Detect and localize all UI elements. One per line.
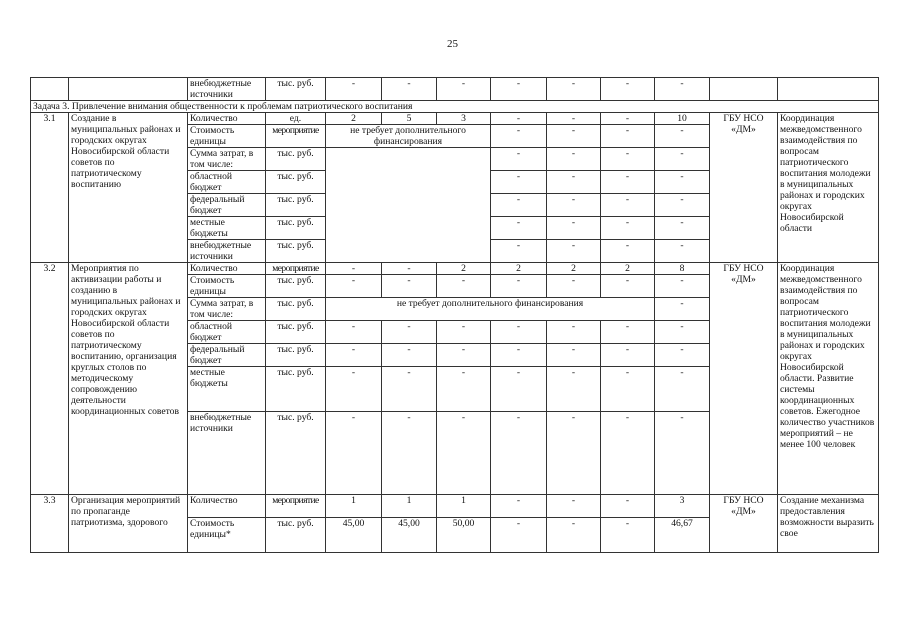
value-cell: -: [547, 344, 601, 367]
value-cell: 2: [601, 263, 655, 275]
table-row: [31, 263, 879, 275]
total-cell: -: [655, 148, 710, 171]
value-cell: -: [382, 321, 437, 344]
section-name: Создание в муниципальных районах и городских округах Новосибирской области советов по патриотическому воспитанию: [69, 113, 188, 263]
row-label: Количество: [188, 495, 266, 518]
unit-cell: тыс. руб.: [266, 275, 326, 298]
value-cell: -: [601, 321, 655, 344]
section-name: Организация мероприятий по пропаганде патриотизма, здорового: [69, 495, 188, 553]
value-cell: -: [437, 275, 491, 298]
row-label: областной бюджет: [188, 171, 266, 194]
row-label: областной бюджет: [188, 321, 266, 344]
value-cell: -: [326, 412, 382, 495]
value-cell: -: [491, 412, 547, 495]
value-cell: -: [491, 125, 547, 148]
value-cell: -: [547, 125, 601, 148]
value-cell: 2: [491, 263, 547, 275]
value-cell: -: [437, 412, 491, 495]
value-cell: -: [326, 263, 382, 275]
value-cell: -: [437, 367, 491, 412]
executor: ГБУ НСО «ДМ»: [710, 263, 778, 495]
value-cell: -: [601, 148, 655, 171]
value-cell: -: [382, 344, 437, 367]
table-row: [31, 113, 879, 125]
value-cell: -: [382, 263, 437, 275]
value-cell: -: [547, 367, 601, 412]
section-number: 3.1: [31, 113, 69, 263]
expected-result: Координация межведомственного взаимодействия по вопросам патриотического воспитания молодежи в муниципальных районах и городских округах Новосибирской области: [778, 113, 879, 263]
task-title: Задача 3. Привлечение внимания общественности к проблемам патриотического воспитания: [31, 101, 879, 113]
unit-cell: ед.: [266, 113, 326, 125]
value-cell: -: [601, 495, 655, 518]
note-cell: не требует дополнительного финансирования: [326, 298, 655, 321]
value-cell: -: [547, 321, 601, 344]
total-cell: -: [655, 217, 710, 240]
unit-cell: тыс. руб.: [266, 367, 326, 412]
total-cell: 10: [655, 113, 710, 125]
value-cell: -: [326, 344, 382, 367]
total-cell: -: [655, 412, 710, 495]
row-label: Стоимость единицы: [188, 275, 266, 298]
expected-result: Координация межведомственного взаимодействия по вопросам патриотического воспитания молодежи в муниципальных районах и городских округах Новосибирской области. Развитие системы координационных советов. Ежегодное количество участников мероприятий – не менее 100 человек: [778, 263, 879, 495]
value-cell: -: [601, 125, 655, 148]
value-cell: -: [491, 367, 547, 412]
value-cell: -: [601, 113, 655, 125]
total-cell: -: [655, 171, 710, 194]
table-row: [31, 78, 879, 101]
page-number: 25: [447, 38, 458, 50]
value-cell: -: [547, 240, 601, 263]
unit-cell: мероприятие: [266, 263, 326, 275]
total-cell: -: [655, 298, 710, 321]
row-label: местные бюджеты: [188, 217, 266, 240]
source-label: внебюджетные источники: [188, 78, 266, 101]
row-label: Количество: [188, 263, 266, 275]
value-cell: -: [491, 194, 547, 217]
unit-cell: тыс. руб.: [266, 344, 326, 367]
value-cell: -: [437, 78, 491, 101]
expected-result: Создание механизма предоставления возможности выразить свое: [778, 495, 879, 553]
value-cell: -: [547, 171, 601, 194]
value-cell: 2: [437, 263, 491, 275]
program-table: [30, 77, 879, 553]
value-cell: 1: [437, 495, 491, 518]
value-cell: -: [491, 78, 547, 101]
row-label: Стоимость единицы*: [188, 518, 266, 553]
value-cell: -: [491, 321, 547, 344]
unit-cell: тыс. руб.: [266, 194, 326, 217]
total-cell: 46,67: [655, 518, 710, 553]
value-cell: 45,00: [382, 518, 437, 553]
value-cell: -: [547, 148, 601, 171]
value-cell: 2: [326, 113, 382, 125]
value-cell: -: [326, 275, 382, 298]
row-label: Стоимость единицы: [188, 125, 266, 148]
total-cell: 3: [655, 495, 710, 518]
value-cell: -: [601, 171, 655, 194]
unit-cell: тыс. руб.: [266, 518, 326, 553]
row-label: федеральный бюджет: [188, 344, 266, 367]
value-cell: 1: [326, 495, 382, 518]
unit-cell: тыс. руб.: [266, 148, 326, 171]
value-cell: -: [547, 412, 601, 495]
total-cell: -: [655, 275, 710, 298]
value-cell: -: [382, 412, 437, 495]
value-cell: -: [382, 275, 437, 298]
value-cell: -: [547, 275, 601, 298]
value-cell: -: [491, 240, 547, 263]
total-cell: -: [655, 125, 710, 148]
value-cell: -: [437, 321, 491, 344]
value-cell: -: [601, 518, 655, 553]
row-label: Количество: [188, 113, 266, 125]
value-cell: -: [491, 344, 547, 367]
executor: ГБУ НСО «ДМ»: [710, 495, 778, 553]
value-cell: -: [437, 344, 491, 367]
value-cell: -: [326, 321, 382, 344]
value-cell: -: [382, 367, 437, 412]
value-cell: -: [601, 412, 655, 495]
row-label: внебюджетные источники: [188, 412, 266, 495]
row-label: Сумма затрат, в том числе:: [188, 148, 266, 171]
row-label: федеральный бюджет: [188, 194, 266, 217]
value-cell: -: [491, 495, 547, 518]
unit-cell: тыс. руб.: [266, 240, 326, 263]
value-cell: -: [601, 194, 655, 217]
value-cell: 50,00: [437, 518, 491, 553]
total-cell: -: [655, 194, 710, 217]
value-cell: -: [491, 518, 547, 553]
row-label: Сумма затрат, в том числе:: [188, 298, 266, 321]
row-label: местные бюджеты: [188, 367, 266, 412]
table-row: [31, 495, 879, 518]
value-cell: -: [547, 113, 601, 125]
unit-cell: тыс. руб.: [266, 217, 326, 240]
value-cell: -: [547, 194, 601, 217]
total-cell: 8: [655, 263, 710, 275]
section-number: 3.3: [31, 495, 69, 553]
value-cell: -: [491, 171, 547, 194]
value-cell: 3: [437, 113, 491, 125]
total-cell: -: [655, 344, 710, 367]
value-cell: -: [547, 495, 601, 518]
value-cell: -: [547, 518, 601, 553]
unit-cell: мероприятие: [266, 495, 326, 518]
value-cell: -: [326, 78, 382, 101]
value-cell: -: [491, 275, 547, 298]
unit-cell: тыс. руб.: [266, 298, 326, 321]
value-cell: -: [547, 78, 601, 101]
value-cell: -: [382, 78, 437, 101]
value-cell: 5: [382, 113, 437, 125]
value-cell: -: [601, 344, 655, 367]
value-cell: -: [601, 78, 655, 101]
value-cell: -: [601, 240, 655, 263]
total-cell: -: [655, 367, 710, 412]
value-cell: -: [601, 275, 655, 298]
note-cell: не требует дополнительного финансирования: [326, 125, 491, 148]
total-cell: -: [655, 78, 710, 101]
value-cell: 1: [382, 495, 437, 518]
unit-cell: тыс. руб.: [266, 412, 326, 495]
unit-cell: тыс. руб.: [266, 78, 326, 101]
unit-cell: тыс. руб.: [266, 171, 326, 194]
section-number: 3.2: [31, 263, 69, 495]
value-cell: -: [491, 113, 547, 125]
value-cell: -: [547, 217, 601, 240]
value-cell: -: [491, 217, 547, 240]
value-cell: 45,00: [326, 518, 382, 553]
value-cell: -: [491, 148, 547, 171]
value-cell: 2: [547, 263, 601, 275]
row-label: внебюджетные источники: [188, 240, 266, 263]
total-cell: -: [655, 321, 710, 344]
task-row: [31, 101, 879, 113]
value-cell: -: [601, 217, 655, 240]
executor: ГБУ НСО «ДМ»: [710, 113, 778, 263]
section-name: Мероприятия по активизации работы и созданию в муниципальных районах и городских округах Новосибирской области советов по патриотическому воспитанию, организация круглых столов по методическому сопровождению деятельности координационных советов: [69, 263, 188, 495]
total-cell: -: [655, 240, 710, 263]
unit-cell: тыс. руб.: [266, 321, 326, 344]
unit-cell: мероприятие: [266, 125, 326, 148]
value-cell: -: [601, 367, 655, 412]
value-cell: -: [326, 367, 382, 412]
